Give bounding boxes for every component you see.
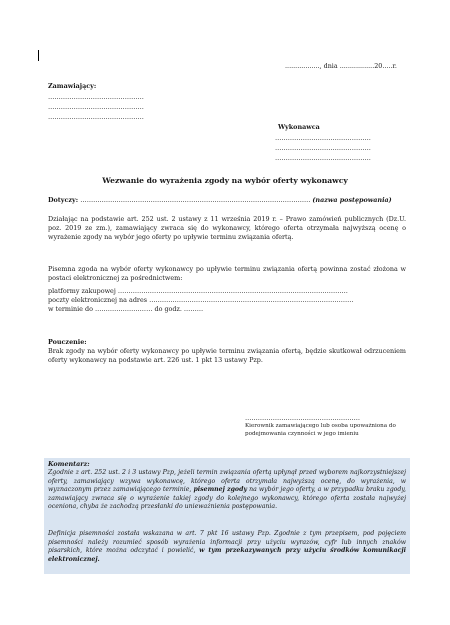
comment-p1-bold: pisemnej zgody (193, 486, 247, 494)
zamawiajacy-line-2: ……………………………………… (48, 103, 144, 111)
dotyczy-line (48, 196, 392, 205)
comment-paragraph-1 (48, 469, 406, 512)
wykonawca-line-1: ……………………………………… (275, 134, 371, 142)
dotyczy-suffix: (nazwa postępowania) (312, 196, 392, 204)
comment-p1-text-b: na wybór jego oferty, a w przypadku braku zgody, zamawiający zwraca się o wyrażenie takiej zgody do kolejnego wykonawcy, którego oferta została najwyżej oceniona, chyba że zachodzą przesłanki do unieważnienia postępowania. (48, 486, 406, 511)
comment-p1-text-a: Zgodnie z art. 252 ust. 2 i 3 ustawy Pzp, jeżeli termin związania ofertą upłynął przed wyborem najkorzystniejszej oferty, zamawiający wzywa wykonawcę, którego oferta otrzymała najwyższą ocenę, do wyrażenia, w wyznaczonym przez zamawiającego terminie, (48, 469, 406, 494)
zamawiajacy-line-1: ……………………………………… (48, 93, 144, 101)
deadline-line: w terminie do ……………………… do godz. ……… (48, 305, 204, 313)
comment-label: Komentarz: (48, 460, 90, 468)
zamawiajacy-line-3: ……………………………………… (48, 113, 144, 121)
dotyczy-dots: ……………………………………………………………………………………………… (80, 196, 313, 204)
signature-line: ……………………………………………… (245, 414, 361, 422)
wykonawca-label: Wykonawca (278, 123, 320, 131)
comment-paragraph-2 (48, 530, 406, 564)
zamawiajacy-label: Zamawiający: (48, 82, 97, 90)
pouczenie-text: Brak zgody na wybór oferty wykonawcy po upływie terminu związania ofertą, będzie skutkował odrzuceniem oferty wykonawcy na podstawie art. 226 ust. 1 pkt 13 ustawy Pzp. (48, 347, 406, 364)
signature-caption-2: podejmowania czynności w jego imieniu (245, 431, 359, 437)
text-cursor (38, 50, 39, 61)
email-line: poczty elektronicznej na adres …………………………………………………………………………………… (48, 296, 354, 304)
signature-caption-1: Kierownik zamawiającego lub osoba upoważniona do (245, 423, 396, 429)
paragraph-2: Pisemna zgoda na wybór oferty wykonawcy po upływie terminu związania ofertą powinna zostać złożona w postaci elektronicznej za pośrednictwem: (48, 265, 406, 282)
signature-caption (245, 422, 396, 438)
comment-p2-text-a: Definicja pisemności została wskazana w art. 7 pkt 16 ustawy Pzp. Zgodnie z tym przepisem, pod pojęciem pisemności należy rozumieć sposób wyrażenia informacji przy użyciu wyrazów, cyfr lub innych znaków pisarskich, które można odczytać i powielić, (48, 530, 406, 555)
paragraph-1: Działając na podstawie art. 252 ust. 2 ustawy z 11 września 2019 r. – Prawo zamówień publicznych (Dz.U. poz. 2019 ze zm.), zamawiający zwraca się do wykonawcy, którego oferta otrzymała najwyższą ocenę o wyrażenie zgody na wybór jego oferty po upływie terminu związania ofertą. (48, 215, 406, 241)
wykonawca-line-2: ……………………………………… (275, 144, 371, 152)
wykonawca-line-3: ……………………………………… (275, 154, 371, 162)
date-line: ................., dnia .................20.....r. (285, 62, 397, 70)
comment-p2-bold: w tym przekazywanych przy użyciu środków komunikacji elektronicznej. (48, 547, 406, 563)
dotyczy-label: Dotyczy: (48, 196, 81, 204)
platform-line: platformy zakupowej ……………………………………………………………………………………………… (48, 287, 348, 295)
document-title: Wezwanie do wyrażenia zgody na wybór oferty wykonawcy (102, 176, 348, 185)
pouczenie-label: Pouczenie: (48, 338, 87, 346)
